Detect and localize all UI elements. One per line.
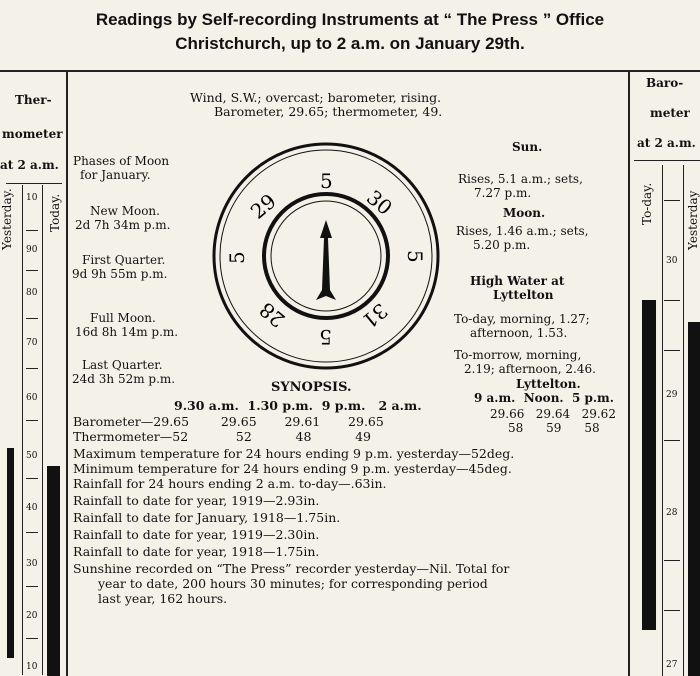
- thermometer-title-3: at 2 a.m.: [0, 158, 59, 172]
- sun-times-line-2: 7.27 p.m.: [474, 186, 532, 200]
- thermometer-scale-left: [22, 185, 23, 675]
- baro-tick: [664, 560, 680, 561]
- moon-phase-time: 16d 8h 14m p.m.: [75, 325, 179, 339]
- barometer-title-1: Baro-: [646, 76, 684, 90]
- high-water-tomorrow-1: To-morrow, morning,: [454, 348, 582, 362]
- synopsis-barometer-row: Barometer—29.65 29.65 29.61 29.65: [73, 414, 384, 429]
- thermo-tick-label: 80: [26, 288, 38, 298]
- dial-number: 5: [320, 169, 333, 193]
- top-border: [0, 70, 700, 72]
- thermo-tick-label: 20: [26, 611, 38, 621]
- synopsis-title: SYNOPSIS.: [271, 380, 352, 395]
- dial-number: 5: [319, 325, 332, 349]
- baro-tick-label: 28: [666, 508, 678, 518]
- baro-tick: [664, 300, 680, 301]
- high-water-tomorrow-2: 2.19; afternoon, 2.46.: [464, 362, 596, 376]
- baro-tick-label: 30: [666, 256, 678, 266]
- moon-phase-name: New Moon.: [90, 204, 160, 218]
- thermometer-today-label: Today.: [48, 193, 62, 232]
- lyttelton-label: Lyttelton.: [516, 377, 581, 391]
- barometer-frame: [634, 160, 700, 161]
- weather-summary-line-1: Wind, S.W.; overcast; barometer, rising.: [190, 90, 442, 105]
- synopsis-line: Rainfall for 24 hours ending 2 a.m. to-day—.63in.: [73, 476, 387, 491]
- baro-tick: [664, 350, 680, 351]
- right-column-divider: [628, 72, 630, 676]
- barometer-scale-right: [683, 165, 684, 676]
- thermometer-frame: [6, 183, 62, 184]
- thermometer-yesterday-label: Yesterday.: [0, 188, 14, 250]
- high-water-today-1: To-day, morning, 1.27;: [454, 312, 590, 326]
- barometer-yesterday-label: Yesterday: [686, 190, 700, 250]
- lyttelton-barometer-row: 29.66 29.64 29.62: [490, 407, 616, 421]
- thermo-tick-label: 10: [26, 193, 38, 203]
- synopsis-line: Minimum temperature for 24 hours ending 9 p.m. yesterday—45deg.: [73, 461, 512, 476]
- moon-phase-name: Last Quarter.: [82, 358, 163, 372]
- baro-tick-label: 27: [666, 660, 678, 670]
- moon-phase-name: Full Moon.: [90, 311, 156, 325]
- thermo-tick: [26, 586, 38, 587]
- moon-phases-title-2: for January.: [80, 168, 151, 182]
- dial-number: 5: [403, 250, 427, 263]
- thermo-tick-label: 90: [26, 245, 38, 255]
- dial-number: 30: [361, 185, 397, 220]
- moon-phases-title-1: Phases of Moon: [73, 154, 170, 168]
- baro-tick: [664, 200, 680, 201]
- moon-title: Moon.: [503, 206, 546, 220]
- barometer-title-2: meter: [650, 106, 690, 120]
- barometer-yesterday-column: [688, 322, 700, 676]
- synopsis-line: last year, 162 hours.: [98, 591, 228, 606]
- thermo-tick: [26, 368, 38, 369]
- sun-times-line-1: Rises, 5.1 a.m.; sets,: [458, 172, 583, 186]
- thermo-tick-label: 40: [26, 503, 38, 513]
- synopsis-line: Sunshine recorded on “The Press” recorder yesterday—Nil. Total for: [73, 561, 510, 576]
- thermometer-title-2: mometer: [2, 127, 63, 141]
- barometer-today-label: To-day.: [640, 182, 654, 225]
- lyttelton-times-header: 9 a.m. Noon. 5 p.m.: [474, 391, 614, 405]
- thermo-tick: [26, 230, 38, 231]
- synopsis-line: year to date, 200 hours 30 minutes; for corresponding period: [98, 576, 488, 591]
- thermometer-yesterday-column: [7, 448, 14, 658]
- thermo-tick: [26, 420, 38, 421]
- synopsis-line: Rainfall to date for year, 1918—1.75in.: [73, 544, 320, 559]
- baro-tick-label: 29: [666, 390, 678, 400]
- sun-title: Sun.: [512, 140, 543, 154]
- baro-tick: [664, 440, 680, 441]
- synopsis-time-header: 9.30 a.m. 1.30 p.m. 9 p.m. 2 a.m.: [174, 398, 422, 413]
- dial-number: 5: [225, 251, 249, 264]
- wind-arrow-icon: [316, 220, 336, 300]
- baro-tick: [664, 610, 680, 611]
- thermometer-scale-right: [42, 185, 43, 675]
- thermo-tick: [26, 270, 38, 271]
- page-title-line-1: Readings by Self-recording Instruments at “ The Press ” Office: [95, 10, 605, 29]
- thermo-tick: [26, 478, 38, 479]
- moon-phase-time: 9d 9h 55m p.m.: [72, 267, 168, 281]
- thermo-tick-label: 10: [26, 662, 38, 672]
- thermo-tick-label: 30: [26, 559, 38, 569]
- wind-dial: [210, 140, 442, 372]
- synopsis-line: Rainfall to date for year, 1919—2.93in.: [73, 493, 320, 508]
- moon-phase-time: 2d 7h 34m p.m.: [75, 218, 171, 232]
- dial-number: 29: [245, 188, 281, 224]
- thermo-tick-label: 60: [26, 393, 38, 403]
- synopsis-thermometer-row: Thermometer—52 52 48 49: [73, 429, 372, 444]
- synopsis-line: Rainfall to date for January, 1918—1.75in.: [73, 510, 341, 525]
- thermo-tick: [26, 638, 38, 639]
- moon-times-line-1: Rises, 1.46 a.m.; sets,: [456, 224, 589, 238]
- high-water-title-2: Lyttelton: [493, 288, 554, 302]
- thermometer-title-1: Ther-: [15, 93, 52, 107]
- moon-phase-name: First Quarter.: [82, 253, 166, 267]
- weather-summary-line-2: Barometer, 29.65; thermometer, 49.: [214, 104, 443, 119]
- synopsis-line: Rainfall to date for year, 1919—2.30in.: [73, 527, 320, 542]
- barometer-title-3: at 2 a.m.: [637, 136, 696, 150]
- thermo-tick-label: 70: [26, 338, 38, 348]
- barometer-today-column: [642, 300, 656, 630]
- moon-phase-time: 24d 3h 52m p.m.: [72, 372, 176, 386]
- left-column-divider: [66, 72, 68, 676]
- synopsis-line: Maximum temperature for 24 hours ending 9 p.m. yesterday—52deg.: [73, 446, 515, 461]
- barometer-scale-left: [662, 165, 663, 676]
- thermo-tick: [26, 532, 38, 533]
- moon-times-line-2: 5.20 p.m.: [473, 238, 531, 252]
- page-title-line-2: Christchurch, up to 2 a.m. on January 29th.: [175, 34, 525, 53]
- high-water-today-2: afternoon, 1.53.: [470, 326, 568, 340]
- high-water-title-1: High Water at: [470, 274, 565, 288]
- dial-number: 31: [357, 298, 393, 334]
- thermometer-today-column: [47, 466, 60, 676]
- thermo-tick: [26, 318, 38, 319]
- lyttelton-temperature-row: 58 59 58: [508, 421, 600, 435]
- dial-number: 28: [254, 297, 290, 333]
- thermo-tick-label: 50: [26, 451, 38, 461]
